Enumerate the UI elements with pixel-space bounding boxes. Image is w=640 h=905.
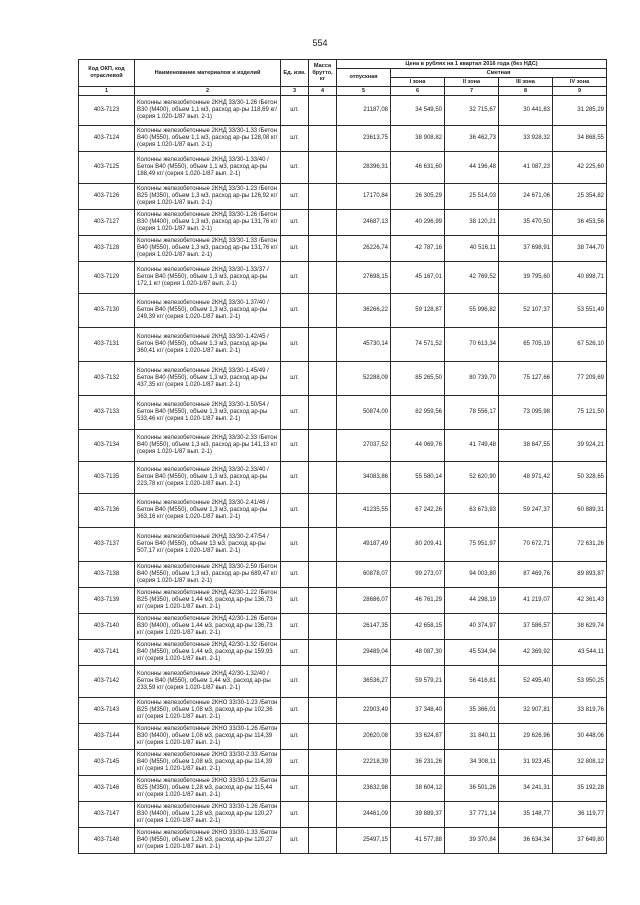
row-zone-4-price: 75 121,50: [553, 396, 607, 430]
table-row: [79, 640, 607, 666]
table-row: [79, 152, 607, 184]
row-code: 403-7134: [79, 430, 135, 462]
row-zone-4-price: 36 119,77: [553, 802, 607, 828]
table-row: [79, 666, 607, 698]
row-code: 403-7133: [79, 396, 135, 430]
table-row: [79, 698, 607, 724]
row-unit: шт.: [281, 262, 309, 294]
row-zone-2-price: 38 120,21: [445, 210, 499, 236]
row-name: Колонны железобетонные 2КНД 33/30-1.50/54 /Бетон В40 (М550), объем 1,3 м3, расход ар-ры 533,46 кг/ (серия 1.020-1/87 вып. 2-1): [135, 396, 281, 430]
header-zone-1: I зона: [391, 78, 445, 87]
column-numbers: [79, 87, 607, 96]
row-zone-1-price: 80 209,41: [391, 528, 445, 562]
row-release-price: 26147,35: [337, 614, 391, 640]
row-zone-2-price: 31 840,11: [445, 724, 499, 750]
table-row: [79, 236, 607, 262]
row-code: 403-7124: [79, 126, 135, 152]
row-zone-4-price: 43 544,11: [553, 640, 607, 666]
row-name: Колонны железобетонные 2КНО 33/30-1.26 /Бетон В30 (М400), объем 1,28 м3, расход ар-ры 120,27 кг/ (серия 1.020-1/87 вып. 2-1): [135, 802, 281, 828]
row-unit: шт.: [281, 588, 309, 614]
row-mass: [309, 614, 337, 640]
row-zone-1-price: 38 604,12: [391, 776, 445, 802]
col-num: 4: [309, 87, 337, 96]
row-zone-1-price: 74 571,52: [391, 328, 445, 362]
row-zone-3-price: 37 698,91: [499, 236, 553, 262]
row-zone-4-price: 89 893,87: [553, 562, 607, 588]
row-code: 403-7139: [79, 588, 135, 614]
row-zone-1-price: 67 242,26: [391, 494, 445, 528]
row-zone-3-price: 42 369,92: [499, 640, 553, 666]
row-mass: [309, 328, 337, 362]
col-num: 5: [337, 87, 391, 96]
row-zone-2-price: 40 374,97: [445, 614, 499, 640]
row-zone-3-price: 52 495,40: [499, 666, 553, 698]
row-mass: [309, 236, 337, 262]
row-zone-1-price: 42 787,16: [391, 236, 445, 262]
row-name: Колонны железобетонные 2КНД 42/30-1.26 /Бетон В30 (М400), объем 1,44 м3, расход ар-ры 136,73 кг/ (серия 1.020-1/87 вып. 2-1): [135, 614, 281, 640]
row-unit: шт.: [281, 750, 309, 776]
row-release-price: 45730,14: [337, 328, 391, 362]
row-zone-2-price: 80 739,70: [445, 362, 499, 396]
row-zone-2-price: 25 514,03: [445, 184, 499, 210]
row-zone-4-price: 36 453,56: [553, 210, 607, 236]
row-zone-1-price: 26 305,29: [391, 184, 445, 210]
row-zone-2-price: 55 996,82: [445, 294, 499, 328]
row-zone-1-price: 59 579,21: [391, 666, 445, 698]
row-zone-1-price: 85 265,50: [391, 362, 445, 396]
row-zone-4-price: 72 631,26: [553, 528, 607, 562]
row-unit: шт.: [281, 430, 309, 462]
col-num: 6: [391, 87, 445, 96]
row-code: 403-7131: [79, 328, 135, 362]
row-code: 403-7143: [79, 698, 135, 724]
row-zone-3-price: 59 247,37: [499, 494, 553, 528]
header-estimate-group: Сметная: [391, 69, 607, 78]
table-row: [79, 362, 607, 396]
header-unit: Ед. изм.: [281, 60, 309, 87]
row-name: Колонны железобетонные 2КНД 33/30-1.42/45 /Бетон В40 (М550), объем 1,3 м3, расход ар-ры 360,41 кг/ (серия 1.020-1/87 вып. 2-1): [135, 328, 281, 362]
row-zone-3-price: 73 095,98: [499, 396, 553, 430]
row-name: Колонны железобетонные 2КНД 33/30-1.33 /Бетон В40 (М550), объем 1,1 м3, расход ар-ры 128,08 кг/ (серия 1.020-1/87 вып. 2-1): [135, 126, 281, 152]
row-zone-4-price: 50 328,65: [553, 462, 607, 494]
table-header: [79, 60, 607, 96]
row-unit: шт.: [281, 698, 309, 724]
table-row: [79, 210, 607, 236]
row-release-price: 22903,49: [337, 698, 391, 724]
row-zone-3-price: 32 907,81: [499, 698, 553, 724]
row-zone-1-price: 34 549,50: [391, 96, 445, 126]
table-row: [79, 494, 607, 528]
row-zone-3-price: 75 127,66: [499, 362, 553, 396]
row-mass: [309, 152, 337, 184]
table-row: [79, 462, 607, 494]
row-unit: шт.: [281, 96, 309, 126]
row-zone-3-price: 37 586,57: [499, 614, 553, 640]
row-zone-1-price: 36 231,26: [391, 750, 445, 776]
row-mass: [309, 666, 337, 698]
row-release-price: 50874,00: [337, 396, 391, 430]
row-release-price: 28686,07: [337, 588, 391, 614]
table-row: [79, 528, 607, 562]
table-row: [79, 262, 607, 294]
row-name: Колонны железобетонные 2КНО 33/30-1.33 /Бетон В40 (М550), объем 1,28 м3, расход ар-ры 120,27 кг/ (серия 1.020-1/87 вып. 2-1): [135, 828, 281, 854]
row-zone-4-price: 67 526,10: [553, 328, 607, 362]
row-unit: шт.: [281, 614, 309, 640]
row-zone-1-price: 33 624,87: [391, 724, 445, 750]
table-row: [79, 126, 607, 152]
row-zone-3-price: 52 107,37: [499, 294, 553, 328]
table-row: [79, 430, 607, 462]
row-mass: [309, 362, 337, 396]
row-code: 403-7136: [79, 494, 135, 528]
row-zone-3-price: 65 705,19: [499, 328, 553, 362]
header-release-price: отпускная: [337, 69, 391, 87]
row-release-price: 24687,13: [337, 210, 391, 236]
row-release-price: 36266,22: [337, 294, 391, 328]
price-table: [78, 59, 607, 854]
row-code: 403-7125: [79, 152, 135, 184]
row-zone-1-price: 40 296,99: [391, 210, 445, 236]
row-zone-4-price: 38 744,70: [553, 236, 607, 262]
row-mass: [309, 184, 337, 210]
row-zone-1-price: 46 761,29: [391, 588, 445, 614]
row-release-price: 17170,84: [337, 184, 391, 210]
row-name: Колонны железобетонные 2КНД 33/30-2.47/54 /Бетон В40 (М550), объем 13 м3, расход ар-ры 507,17 кг/ (серия 1.020-1/87 вып. 2-1): [135, 528, 281, 562]
row-zone-2-price: 37 771,14: [445, 802, 499, 828]
row-code: 403-7148: [79, 828, 135, 854]
row-zone-2-price: 94 003,80: [445, 562, 499, 588]
row-zone-1-price: 41 577,88: [391, 828, 445, 854]
header-zone-4: IV зона: [553, 78, 607, 87]
header-name: Наименование материалов и изделий: [135, 60, 281, 87]
row-unit: шт.: [281, 362, 309, 396]
row-code: 403-7128: [79, 236, 135, 262]
row-zone-4-price: 32 808,12: [553, 750, 607, 776]
table-row: [79, 724, 607, 750]
row-zone-2-price: 75 951,97: [445, 528, 499, 562]
row-mass: [309, 562, 337, 588]
row-unit: шт.: [281, 210, 309, 236]
row-code: 403-7144: [79, 724, 135, 750]
row-code: 403-7141: [79, 640, 135, 666]
row-name: Колонны железобетонные 2КНД 33/30-1.33 /Бетон В40 (М550), объем 1,3 м3, расход ар-ры 131,76 кг/ (серия 1.020-1/87 вып. 2-1): [135, 236, 281, 262]
row-zone-4-price: 39 924,21: [553, 430, 607, 462]
row-zone-4-price: 42 361,43: [553, 588, 607, 614]
row-zone-4-price: 34 868,55: [553, 126, 607, 152]
row-zone-1-price: 46 631,60: [391, 152, 445, 184]
row-zone-1-price: 55 580,14: [391, 462, 445, 494]
row-release-price: 41235,55: [337, 494, 391, 528]
row-zone-4-price: 60 889,31: [553, 494, 607, 528]
row-zone-3-price: 38 847,55: [499, 430, 553, 462]
row-code: 403-7132: [79, 362, 135, 396]
row-release-price: 22218,39: [337, 750, 391, 776]
row-name: Колонны железобетонные 2КНО 33/30-1.23 /Бетон В25 (М350), объем 1,08 м3, расход ар-ры 102,36 кг/ (серия 1.020-1/87 вып. 2-1): [135, 698, 281, 724]
row-release-price: 24461,09: [337, 802, 391, 828]
row-zone-1-price: 42 658,15: [391, 614, 445, 640]
row-zone-2-price: 44 196,48: [445, 152, 499, 184]
row-zone-4-price: 38 629,74: [553, 614, 607, 640]
header-price-group: Цена в рублях на 1 квартал 2016 года (без НДС): [337, 60, 607, 69]
row-mass: [309, 828, 337, 854]
col-num: 8: [499, 87, 553, 96]
row-zone-2-price: 32 715,67: [445, 96, 499, 126]
row-zone-2-price: 34 308,11: [445, 750, 499, 776]
row-code: 403-7142: [79, 666, 135, 698]
col-num: 3: [281, 87, 309, 96]
row-code: 403-7137: [79, 528, 135, 562]
row-zone-2-price: 36 501,26: [445, 776, 499, 802]
row-mass: [309, 724, 337, 750]
row-code: 403-7138: [79, 562, 135, 588]
row-zone-4-price: 42 225,60: [553, 152, 607, 184]
row-code: 403-7147: [79, 802, 135, 828]
header-zone-3: III зона: [499, 78, 553, 87]
row-name: Колонны железобетонные 2КНД 33/30-1.33/40 /Бетон В40 (М550), объем 1,1 м3, расход ар-ры 188,49 кг/ (серия 1.020-1/87 вып. 2-1): [135, 152, 281, 184]
row-mass: [309, 588, 337, 614]
table-row: [79, 96, 607, 126]
row-name: Колонны железобетонные 2КНД 33/30-2.33 /Бетон В40 (М550), объем 1,3 м3, расход ар-ры 141,13 кг/ (серия 1.020-1/87 вып. 2-1): [135, 430, 281, 462]
row-unit: шт.: [281, 396, 309, 430]
row-zone-4-price: 77 209,69: [553, 362, 607, 396]
row-zone-2-price: 35 366,01: [445, 698, 499, 724]
row-unit: шт.: [281, 328, 309, 362]
row-name: Колонны железобетонные 2КНД 33/30-2.59 /Бетон В40 (М550), объем 1,3 м3, расход ар-ры 689,47 кг/ (серия 1.020-1/87 вып. 2-1): [135, 562, 281, 588]
row-zone-1-price: 48 087,30: [391, 640, 445, 666]
row-unit: шт.: [281, 152, 309, 184]
row-mass: [309, 776, 337, 802]
row-mass: [309, 640, 337, 666]
row-name: Колонны железобетонные 2КНО 33/30-1.26 /Бетон В30 (М400), объем 1,08 м3, расход ар-ры 114,39 кг/ (серия 1.020-1/87 вып. 2-1): [135, 724, 281, 750]
row-unit: шт.: [281, 236, 309, 262]
row-zone-1-price: 44 069,76: [391, 430, 445, 462]
table-row: [79, 828, 607, 854]
row-mass: [309, 750, 337, 776]
row-code: 403-7123: [79, 96, 135, 126]
row-zone-3-price: 87 469,76: [499, 562, 553, 588]
header-zone-2: II зона: [445, 78, 499, 87]
row-release-price: 60878,07: [337, 562, 391, 588]
row-name: Колонны железобетонные 2КНО 33/30-1.23 /Бетон В25 (М350), объем 1,28 м3, расход ар-ры 115,44 кг/ (серия 1.020-1/87 вып. 2-1): [135, 776, 281, 802]
row-zone-4-price: 53 551,49: [553, 294, 607, 328]
table-row: [79, 328, 607, 362]
row-name: Колонны железобетонные 2КНД 42/30-1.32/40 /Бетон В40 (М550), объем 1,44 м3, расход ар-ры 233,59 кг/ (серия 1.020-1/87 вып. 2-1): [135, 666, 281, 698]
row-release-price: 29489,04: [337, 640, 391, 666]
row-zone-3-price: 30 441,83: [499, 96, 553, 126]
row-zone-2-price: 78 556,17: [445, 396, 499, 430]
row-zone-1-price: 38 908,82: [391, 126, 445, 152]
row-unit: шт.: [281, 562, 309, 588]
table-row: [79, 776, 607, 802]
page-number: 554: [312, 38, 328, 48]
row-unit: шт.: [281, 528, 309, 562]
row-zone-2-price: 40 516,11: [445, 236, 499, 262]
row-zone-2-price: 45 534,94: [445, 640, 499, 666]
row-mass: [309, 294, 337, 328]
row-name: Колонны железобетонные 2КНД 33/30-1.45/49 /Бетон В40 (М550), объем 1,3 м3, расход ар-ры 437,35 кг/ (серия 1.020-1/87 вып. 2-1): [135, 362, 281, 396]
row-zone-2-price: 56 416,81: [445, 666, 499, 698]
row-zone-4-price: 40 898,71: [553, 262, 607, 294]
row-mass: [309, 698, 337, 724]
row-release-price: 26226,74: [337, 236, 391, 262]
row-zone-3-price: 35 148,77: [499, 802, 553, 828]
row-release-price: 23613,75: [337, 126, 391, 152]
row-mass: [309, 494, 337, 528]
row-zone-1-price: 39 889,37: [391, 802, 445, 828]
row-release-price: 25497,15: [337, 828, 391, 854]
col-num: 1: [79, 87, 135, 96]
row-zone-3-price: 34 241,31: [499, 776, 553, 802]
row-code: 403-7135: [79, 462, 135, 494]
row-unit: шт.: [281, 776, 309, 802]
table-row: [79, 396, 607, 430]
row-mass: [309, 528, 337, 562]
row-release-price: 20620,08: [337, 724, 391, 750]
row-mass: [309, 262, 337, 294]
row-zone-2-price: 63 673,93: [445, 494, 499, 528]
row-release-price: 27037,52: [337, 430, 391, 462]
row-mass: [309, 210, 337, 236]
row-code: 403-7129: [79, 262, 135, 294]
row-mass: [309, 802, 337, 828]
row-unit: шт.: [281, 724, 309, 750]
table-row: [79, 588, 607, 614]
row-zone-3-price: 24 671,06: [499, 184, 553, 210]
row-name: Колонны железобетонные 2КНД 33/30-1.37/40 /Бетон В40 (М550), объем 1,3 м3, расход ар-ры 249,39 кг/ (серия 1.020-1/87 вып. 2-1): [135, 294, 281, 328]
table-body: [79, 96, 607, 854]
row-unit: шт.: [281, 802, 309, 828]
table-row: [79, 750, 607, 776]
row-zone-2-price: 41 749,48: [445, 430, 499, 462]
row-zone-3-price: 48 971,42: [499, 462, 553, 494]
row-zone-4-price: 25 354,82: [553, 184, 607, 210]
row-zone-3-price: 35 470,50: [499, 210, 553, 236]
row-zone-4-price: 53 950,25: [553, 666, 607, 698]
row-zone-4-price: 35 192,28: [553, 776, 607, 802]
row-unit: шт.: [281, 828, 309, 854]
row-zone-3-price: 33 928,32: [499, 126, 553, 152]
row-zone-3-price: 70 672,71: [499, 528, 553, 562]
row-zone-1-price: 37 348,40: [391, 698, 445, 724]
row-mass: [309, 126, 337, 152]
row-zone-3-price: 31 923,45: [499, 750, 553, 776]
row-code: 403-7126: [79, 184, 135, 210]
row-release-price: 49187,49: [337, 528, 391, 562]
row-name: Колонны железобетонные 2КНД 33/30-1.26 /Бетон В30 (М400), объем 1,1 м3, расход ар-ры 118,69 кг/ (серия 1.020-1/87 вып. 2-1): [135, 96, 281, 126]
col-num: 7: [445, 87, 499, 96]
row-code: 403-7146: [79, 776, 135, 802]
row-zone-2-price: 42 769,52: [445, 262, 499, 294]
row-name: Колонны железобетонные 2КНД 33/30-1.33/37 /Бетон В40 (М550), объем 1,3 м3, расход ар-ры 172,1 кг/ (серия 1.020-1/87 вып. 2-1): [135, 262, 281, 294]
row-unit: шт.: [281, 184, 309, 210]
table-row: [79, 614, 607, 640]
row-zone-2-price: 70 613,34: [445, 328, 499, 362]
row-code: 403-7127: [79, 210, 135, 236]
row-zone-4-price: 37 649,80: [553, 828, 607, 854]
row-name: Колонны железобетонные 2КНД 42/30-1.22 /Бетон В25 (М350), объем 1,44 м3, расход ар-ры 136,73 кг/ (серия 1.020-1/87 вып. 2-1): [135, 588, 281, 614]
row-mass: [309, 396, 337, 430]
row-release-price: 23632,98: [337, 776, 391, 802]
row-zone-3-price: 41 219,07: [499, 588, 553, 614]
row-zone-1-price: 45 167,01: [391, 262, 445, 294]
table-row: [79, 184, 607, 210]
row-zone-3-price: 36 634,34: [499, 828, 553, 854]
row-zone-4-price: 31 285,29: [553, 96, 607, 126]
row-mass: [309, 430, 337, 462]
row-unit: шт.: [281, 640, 309, 666]
row-name: Колонны железобетонные 2КНД 33/30-1.23 /Бетон В25 (М350), объем 1,3 м3, расход ар-ры 126,92 кг/ (серия 1.020-1/87 вып. 2-1): [135, 184, 281, 210]
row-unit: шт.: [281, 666, 309, 698]
row-release-price: 34083,86: [337, 462, 391, 494]
row-zone-4-price: 33 819,76: [553, 698, 607, 724]
col-num: 2: [135, 87, 281, 96]
header-mass: Масса брутто, кг: [309, 60, 337, 87]
row-code: 403-7140: [79, 614, 135, 640]
row-release-price: 27698,15: [337, 262, 391, 294]
row-zone-3-price: 41 087,23: [499, 152, 553, 184]
table-row: [79, 294, 607, 328]
row-zone-1-price: 82 959,56: [391, 396, 445, 430]
row-release-price: 21187,08: [337, 96, 391, 126]
row-zone-2-price: 52 620,90: [445, 462, 499, 494]
row-name: Колонны железобетонные 2КНД 33/30-2.41/46 /Бетон В40 (М550), объем 1,3 м3, расход ар-ры 363,16 кг/ (серия 1.020-1/87 вып. 2-1): [135, 494, 281, 528]
row-release-price: 36536,27: [337, 666, 391, 698]
row-mass: [309, 96, 337, 126]
row-zone-1-price: 59 128,87: [391, 294, 445, 328]
row-name: Колонны железобетонные 2КНД 33/30-2.33/40 /Бетон В40 (М550), объем 1,3 м3, расход ар-ры 223,78 кг/ (серия 1.020-1/87 вып. 2-1): [135, 462, 281, 494]
row-zone-2-price: 36 462,73: [445, 126, 499, 152]
row-name: Колонны железобетонные 2КНД 42/30-1.32 /Бетон В40 (М550), объем 1,44 м3, расход ар-ры 159,93 кг/ (серия 1.020-1/87 вып. 2-1): [135, 640, 281, 666]
row-unit: шт.: [281, 462, 309, 494]
table-row: [79, 802, 607, 828]
row-zone-1-price: 99 273,07: [391, 562, 445, 588]
row-name: Колонны железобетонные 2КНО 33/30-2.33 /Бетон В40 (М550), объем 1,08 м3, расход ар-ры 114,39 кг/ (серия 1.020-1/87 вып. 2-1): [135, 750, 281, 776]
row-code: 403-7130: [79, 294, 135, 328]
row-zone-4-price: 30 448,06: [553, 724, 607, 750]
row-release-price: 28396,31: [337, 152, 391, 184]
row-unit: шт.: [281, 126, 309, 152]
row-mass: [309, 462, 337, 494]
row-zone-3-price: 29 626,96: [499, 724, 553, 750]
row-zone-3-price: 39 795,60: [499, 262, 553, 294]
row-unit: шт.: [281, 294, 309, 328]
row-zone-2-price: 44 298,19: [445, 588, 499, 614]
row-zone-2-price: 39 370,84: [445, 828, 499, 854]
col-num: 9: [553, 87, 607, 96]
header-code: Код ОКП, код отраслевой: [79, 60, 135, 87]
row-release-price: 52288,09: [337, 362, 391, 396]
row-name: Колонны железобетонные 2КНД 33/30-1.26 /Бетон В30 (М400), объем 1,3 м3, расход ар-ры 131,76 кг/ (серия 1.020-1/87 вып. 2-1): [135, 210, 281, 236]
row-unit: шт.: [281, 494, 309, 528]
table-row: [79, 562, 607, 588]
row-code: 403-7145: [79, 750, 135, 776]
